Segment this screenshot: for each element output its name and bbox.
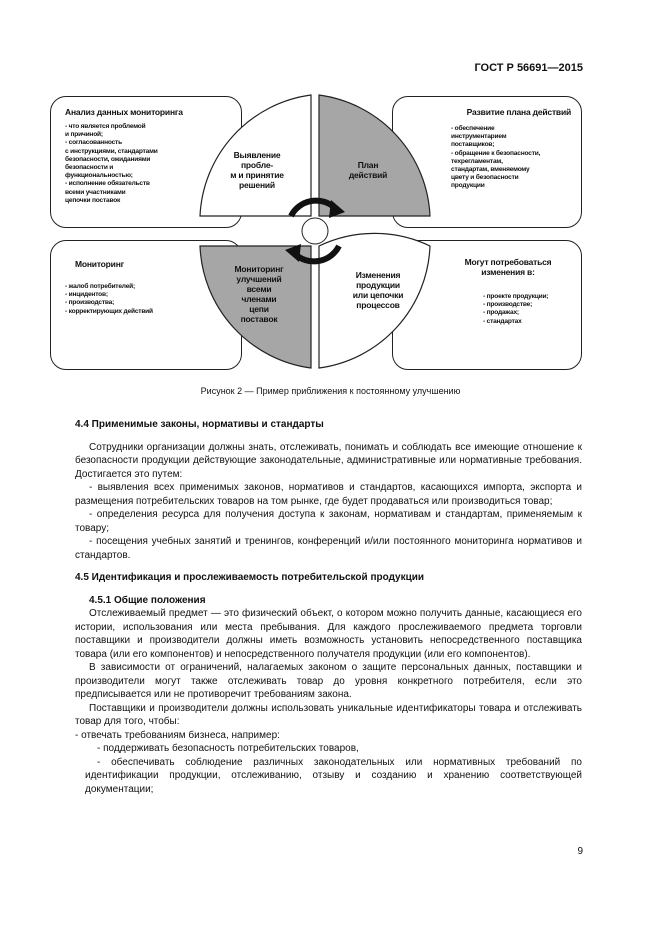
quadrant-label-br: Изменения продукции или цепочки процессов xyxy=(352,270,404,310)
cycle-circle xyxy=(195,90,435,374)
paragraph: Поставщики и производители должны использовать уникальные идентификаторы товара и отслеживать товар для того, чтобы: xyxy=(75,702,582,727)
paragraph: В зависимости от ограничений, налагаемых законом о защите персональных данных, поставщики и производители могут также отслеживать товар до уровня конкретного потребителя, если это предписывается или не противоречит требованиям закона. xyxy=(75,662,582,700)
page-number: 9 xyxy=(577,846,583,857)
figure-caption: Рисунок 2 — Пример приближения к постоянному улучшению xyxy=(200,386,461,396)
list-item: - посещения учебных занятий и тренингов, конференций и/или постоянного мониторинга нормативов и стандартов. xyxy=(75,536,582,561)
list-item: - обеспечивать соблюдение различных законодательных или нормативных требований по идентификации продукции, отслеживанию, отзыву и созданию и хранению соответствующей документации; xyxy=(85,756,582,795)
box-title: Анализ данных мониторинга xyxy=(65,107,183,117)
improvement-cycle-figure xyxy=(0,0,661,400)
box-list: - жалоб потребителей; - инцидентов; - производства; - корректирующих действий xyxy=(65,283,153,315)
box-list: - что является проблемой и причиной; - согласованность с инструкциями, стандартами безопасности, ожиданиями безопасности и функциональностью; - исполнение обязательств всеми участниками цепочки поставок xyxy=(65,123,158,204)
box-title: Мониторинг xyxy=(75,259,124,269)
box-list: - обеспечение инструментарием поставщиков; - обращение к безопасности, техрегламентам, стандартам, вменяемому цвету и безопасности продукции xyxy=(451,125,541,190)
quadrant-label-bl: Мониторинг улучшений всеми членами цепи поставок xyxy=(234,264,284,324)
quadrant-action-plan xyxy=(319,95,430,216)
box-title: Развитие плана действий xyxy=(466,107,571,117)
document-id: ГОСТ Р 56691—2015 xyxy=(474,62,583,74)
quadrant-label-tl: Выявление пробле- м и принятие решений xyxy=(230,150,284,190)
list-item: - поддерживать безопасность потребительских товаров, xyxy=(97,743,359,754)
list-item: - определения ресурса для получения доступа к законам, нормативам и стандартам, применяемым к товару; xyxy=(75,509,582,534)
section-4-5-title: 4.5 Идентификация и прослеживаемость потребительской продукции xyxy=(75,572,425,583)
paragraph: Сотрудники организации должны знать, отслеживать, понимать и соблюдать все имеющие отношение к безопасности продукции действующие законодательные, административные или нормативные требования. Достигается это путем: xyxy=(75,441,582,480)
box-title: Могут потребоваться изменения в: xyxy=(464,257,552,277)
quadrant-label-tr: План действий xyxy=(348,160,388,180)
list-item: - отвечать требованиям бизнеса, например: xyxy=(75,729,280,741)
cycle-center-circle xyxy=(302,218,328,244)
paragraph: Отслеживаемый предмет — это физический объект, о котором можно получить данные, касающиеся его истории, использования или места пребывания. Для каждого прослеживаемого предмета торговли поставщики и производители должны иметь возможность установить непосредственного поставщика товара (или его компонентов) и непосредственного получателя продукции (или его компонентов). xyxy=(75,608,582,660)
section-4-4-title: 4.4 Применимые законы, нормативы и стандарты xyxy=(75,419,324,430)
body-text xyxy=(75,418,582,796)
box-list: - проекте продукции; - производстве; - продажах; - стандартах xyxy=(483,293,549,325)
section-4-5-1-title: 4.5.1 Общие положения xyxy=(89,594,206,606)
list-item: - выявления всех применимых законов, нормативов и стандартов, касающихся импорта, экспорта и размещения потребительских товаров на том рынке, где будет продаваться или производиться товар; xyxy=(75,482,582,507)
